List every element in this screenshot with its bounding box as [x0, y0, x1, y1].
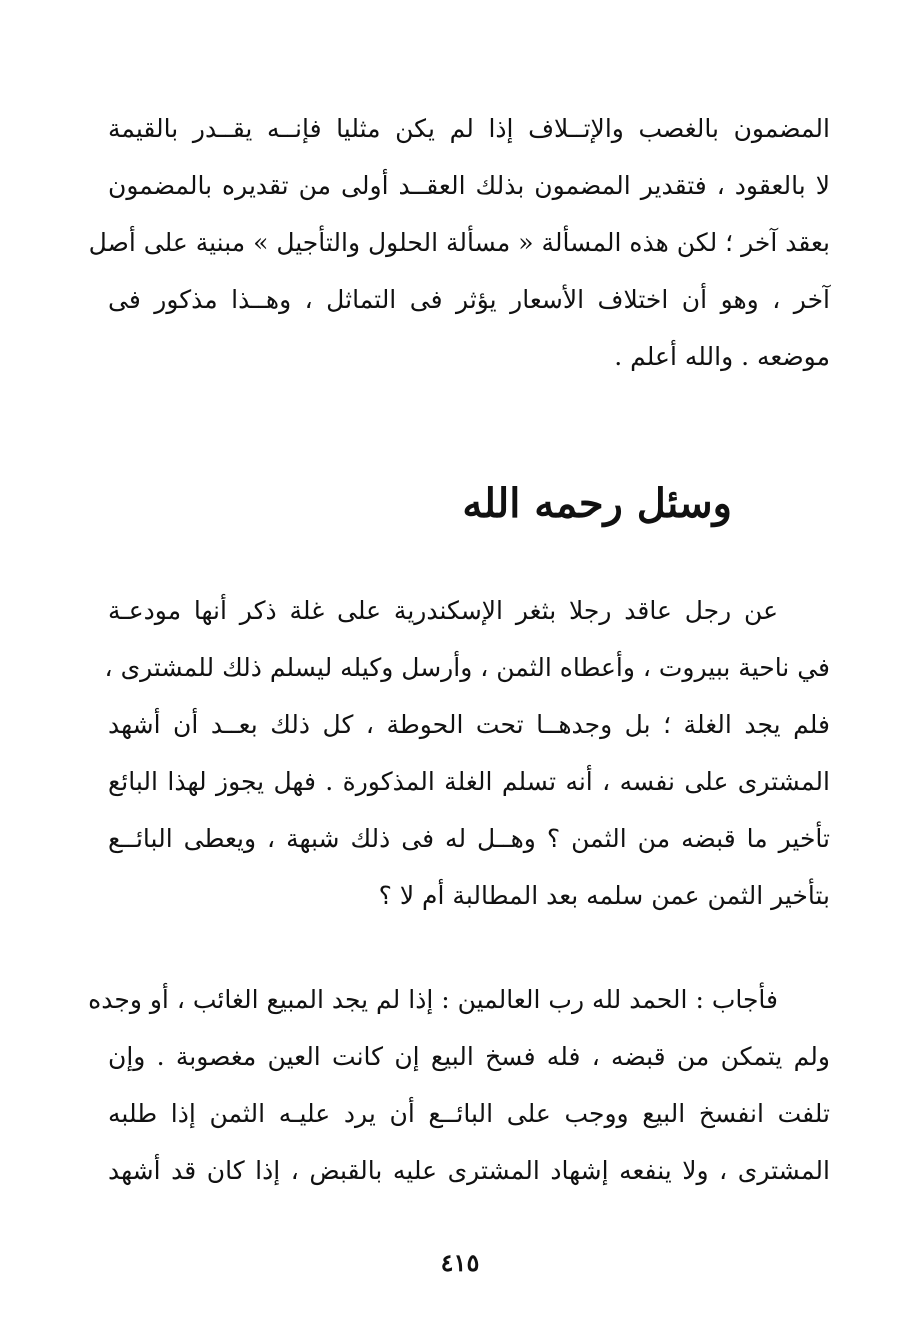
text-line: آخر ، وهو أن اختلاف الأسعار يؤثر فى التماثل ، وهــذا مذكور فى	[108, 285, 830, 314]
text-line: المشترى ، ولا ينفعه إشهاد المشترى عليه بالقبض ، إذا كان قد أشهد	[108, 1156, 830, 1185]
text-line: عن رجل عاقد رجلا بثغر الإسكندرية على غلة ذكر أنها مودعـة	[108, 596, 778, 625]
section-heading: وسئل رحمه الله	[462, 480, 732, 527]
text-line: لا بالعقود ، فتقدير المضمون بذلك العقــد أولى من تقديره بالمضمون	[108, 171, 830, 200]
text-line: بتأخير الثمن عمن سلمه بعد المطالبة أم لا ؟	[378, 881, 830, 910]
paragraph-2-question	[104, 582, 830, 924]
text-line: ولم يتمكن من قبضه ، فله فسخ البيع إن كانت العين مغصوبة . وإن	[108, 1042, 830, 1071]
text-line: في ناحية ببيروت ، وأعطاه الثمن ، وأرسل وكيله ليسلم ذلك للمشترى ،	[104, 653, 830, 682]
text-line: فلم يجد الغلة ؛ بل وجدهــا تحت الحوطة ، كل ذلك بعــد أن أشهد	[108, 710, 830, 739]
text-line: موضعه . والله أعلم .	[614, 342, 830, 371]
text-line: المشترى على نفسه ، أنه تسلم الغلة المذكورة . فهل يجوز لهذا البائع	[108, 767, 830, 796]
text-line: تلفت انفسخ البيع ووجب على البائــع أن يرد عليـه الثمن إذا طلبه	[108, 1099, 830, 1128]
paragraph-3-answer	[88, 971, 830, 1199]
paragraph-1	[88, 100, 830, 385]
text-line: تأخير ما قبضه من الثمن ؟ وهــل له فى ذلك شبهة ، ويعطى البائــع	[108, 824, 830, 853]
text-line: المضمون بالغصب والإتــلاف إذا لم يكن مثليا فإنــه يقــدر بالقيمة	[108, 114, 830, 143]
text-line: بعقد آخر ؛ لكن هذه المسألة « مسألة الحلول والتأجيل » مبنية على أصل	[88, 228, 830, 257]
text-line: فأجاب : الحمد لله رب العالمين : إذا لم يجد المبيع الغائب ، أو وجده	[88, 985, 778, 1014]
page-number: ٤١٥	[440, 1248, 480, 1277]
